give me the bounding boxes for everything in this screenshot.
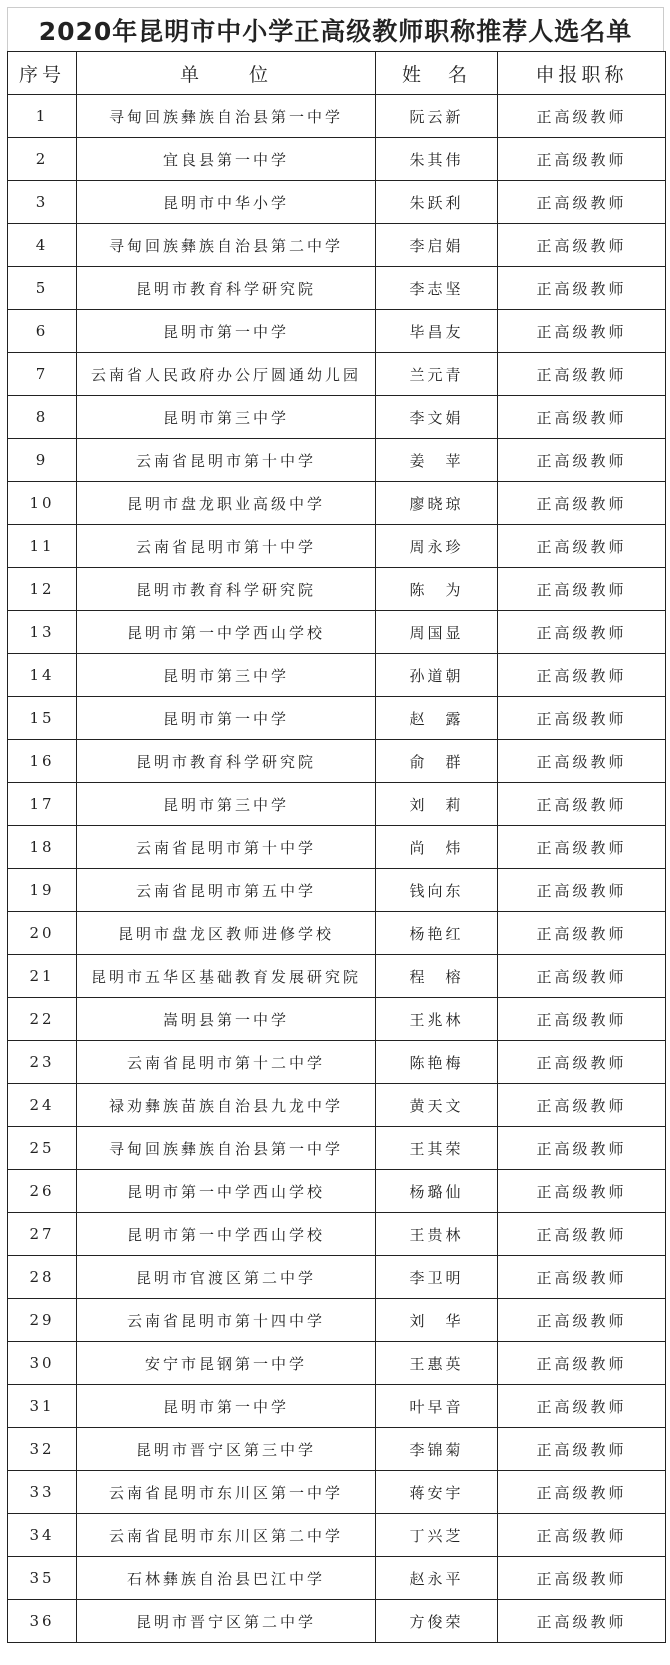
cell-unit: 昆明市晋宁区第三中学 — [77, 1428, 376, 1471]
cell-name: 阮云新 — [376, 95, 498, 138]
cell-title: 正高级教师 — [498, 224, 666, 267]
cell-unit: 云南省昆明市第十中学 — [77, 525, 376, 568]
cell-unit: 昆明市第一中学西山学校 — [77, 1170, 376, 1213]
cell-name: 周国显 — [376, 611, 498, 654]
cell-title: 正高级教师 — [498, 1299, 666, 1342]
cell-title: 正高级教师 — [498, 826, 666, 869]
cell-unit: 昆明市第三中学 — [77, 396, 376, 439]
cell-title: 正高级教师 — [498, 998, 666, 1041]
cell-name: 俞 群 — [376, 740, 498, 783]
cell-index: 28 — [8, 1256, 77, 1299]
cell-title: 正高级教师 — [498, 611, 666, 654]
cell-title: 正高级教师 — [498, 95, 666, 138]
cell-name: 李文娟 — [376, 396, 498, 439]
cell-name: 王惠英 — [376, 1342, 498, 1385]
cell-index: 17 — [8, 783, 77, 826]
cell-index: 33 — [8, 1471, 77, 1514]
table-row — [8, 310, 666, 353]
cell-unit: 昆明市第一中学西山学校 — [77, 1213, 376, 1256]
cell-name: 程 榕 — [376, 955, 498, 998]
header-title: 申报职称 — [498, 52, 666, 95]
cell-unit: 昆明市第一中学 — [77, 310, 376, 353]
header-index: 序号 — [8, 52, 77, 95]
table-row — [8, 1213, 666, 1256]
table-row — [8, 95, 666, 138]
cell-unit: 昆明市教育科学研究院 — [77, 740, 376, 783]
cell-title: 正高级教师 — [498, 1256, 666, 1299]
cell-title: 正高级教师 — [498, 439, 666, 482]
cell-unit: 昆明市盘龙职业高级中学 — [77, 482, 376, 525]
candidate-table — [7, 51, 666, 1643]
table-row — [8, 1428, 666, 1471]
cell-index: 6 — [8, 310, 77, 353]
table-row — [8, 1084, 666, 1127]
cell-title: 正高级教师 — [498, 783, 666, 826]
table-row — [8, 181, 666, 224]
cell-index: 23 — [8, 1041, 77, 1084]
cell-title: 正高级教师 — [498, 482, 666, 525]
table-row — [8, 267, 666, 310]
table-header-row — [8, 52, 666, 95]
cell-unit: 昆明市第一中学西山学校 — [77, 611, 376, 654]
cell-index: 21 — [8, 955, 77, 998]
table-row — [8, 1342, 666, 1385]
cell-name: 李锦菊 — [376, 1428, 498, 1471]
cell-title: 正高级教师 — [498, 1600, 666, 1643]
cell-title: 正高级教师 — [498, 1041, 666, 1084]
cell-title: 正高级教师 — [498, 740, 666, 783]
cell-title: 正高级教师 — [498, 525, 666, 568]
table-row — [8, 439, 666, 482]
cell-title: 正高级教师 — [498, 1514, 666, 1557]
cell-title: 正高级教师 — [498, 1342, 666, 1385]
cell-title: 正高级教师 — [498, 869, 666, 912]
cell-index: 12 — [8, 568, 77, 611]
cell-index: 7 — [8, 353, 77, 396]
cell-title: 正高级教师 — [498, 1084, 666, 1127]
cell-unit: 寻甸回族彝族自治县第一中学 — [77, 1127, 376, 1170]
cell-unit: 昆明市第三中学 — [77, 783, 376, 826]
table-row — [8, 826, 666, 869]
cell-name: 王其荣 — [376, 1127, 498, 1170]
cell-unit: 昆明市教育科学研究院 — [77, 568, 376, 611]
cell-unit: 云南省人民政府办公厅圆通幼儿园 — [77, 353, 376, 396]
cell-index: 25 — [8, 1127, 77, 1170]
cell-name: 兰元青 — [376, 353, 498, 396]
table-row — [8, 1471, 666, 1514]
cell-title: 正高级教师 — [498, 568, 666, 611]
cell-index: 30 — [8, 1342, 77, 1385]
cell-title: 正高级教师 — [498, 1385, 666, 1428]
cell-index: 29 — [8, 1299, 77, 1342]
cell-index: 3 — [8, 181, 77, 224]
cell-title: 正高级教师 — [498, 138, 666, 181]
cell-name: 蒋安宇 — [376, 1471, 498, 1514]
cell-index: 26 — [8, 1170, 77, 1213]
cell-index: 18 — [8, 826, 77, 869]
table-row — [8, 353, 666, 396]
table-row — [8, 1600, 666, 1643]
cell-title: 正高级教师 — [498, 1557, 666, 1600]
table-row — [8, 998, 666, 1041]
cell-title: 正高级教师 — [498, 912, 666, 955]
cell-unit: 嵩明县第一中学 — [77, 998, 376, 1041]
table-row — [8, 654, 666, 697]
cell-index: 4 — [8, 224, 77, 267]
cell-title: 正高级教师 — [498, 697, 666, 740]
cell-title: 正高级教师 — [498, 310, 666, 353]
cell-name: 杨艳红 — [376, 912, 498, 955]
cell-title: 正高级教师 — [498, 955, 666, 998]
cell-index: 36 — [8, 1600, 77, 1643]
cell-name: 刘 莉 — [376, 783, 498, 826]
table-row — [8, 1557, 666, 1600]
table-row — [8, 1514, 666, 1557]
header-name: 姓 名 — [376, 52, 498, 95]
cell-name: 赵 露 — [376, 697, 498, 740]
cell-title: 正高级教师 — [498, 1170, 666, 1213]
cell-index: 24 — [8, 1084, 77, 1127]
header-unit: 单 位 — [77, 52, 376, 95]
cell-unit: 安宁市昆钢第一中学 — [77, 1342, 376, 1385]
cell-index: 9 — [8, 439, 77, 482]
cell-name: 尚 炜 — [376, 826, 498, 869]
cell-unit: 寻甸回族彝族自治县第一中学 — [77, 95, 376, 138]
cell-name: 朱跃利 — [376, 181, 498, 224]
cell-index: 11 — [8, 525, 77, 568]
table-row — [8, 1385, 666, 1428]
cell-name: 杨璐仙 — [376, 1170, 498, 1213]
cell-title: 正高级教师 — [498, 1428, 666, 1471]
cell-unit: 宜良县第一中学 — [77, 138, 376, 181]
cell-name: 王贵林 — [376, 1213, 498, 1256]
table-row — [8, 611, 666, 654]
title-bar — [7, 7, 664, 51]
document-title: 2020年昆明市中小学正高级教师职称推荐人选名单 — [38, 16, 633, 46]
cell-title: 正高级教师 — [498, 396, 666, 439]
cell-name: 孙道朝 — [376, 654, 498, 697]
table-row — [8, 697, 666, 740]
cell-name: 叶早音 — [376, 1385, 498, 1428]
cell-title: 正高级教师 — [498, 267, 666, 310]
cell-title: 正高级教师 — [498, 1471, 666, 1514]
table-row — [8, 1256, 666, 1299]
cell-name: 周永珍 — [376, 525, 498, 568]
cell-name: 刘 华 — [376, 1299, 498, 1342]
cell-index: 14 — [8, 654, 77, 697]
cell-name: 王兆林 — [376, 998, 498, 1041]
cell-index: 10 — [8, 482, 77, 525]
cell-name: 赵永平 — [376, 1557, 498, 1600]
table-row — [8, 482, 666, 525]
table-row — [8, 224, 666, 267]
cell-name: 李卫明 — [376, 1256, 498, 1299]
cell-name: 丁兴芝 — [376, 1514, 498, 1557]
table-row — [8, 138, 666, 181]
cell-unit: 昆明市晋宁区第二中学 — [77, 1600, 376, 1643]
cell-name: 陈 为 — [376, 568, 498, 611]
cell-unit: 云南省昆明市第十四中学 — [77, 1299, 376, 1342]
table-row — [8, 869, 666, 912]
cell-index: 20 — [8, 912, 77, 955]
table-row — [8, 783, 666, 826]
cell-unit: 云南省昆明市东川区第二中学 — [77, 1514, 376, 1557]
table-row — [8, 1170, 666, 1213]
cell-index: 22 — [8, 998, 77, 1041]
table-row — [8, 912, 666, 955]
cell-name: 李志坚 — [376, 267, 498, 310]
table-row — [8, 568, 666, 611]
cell-index: 34 — [8, 1514, 77, 1557]
cell-index: 31 — [8, 1385, 77, 1428]
cell-index: 15 — [8, 697, 77, 740]
table-row — [8, 740, 666, 783]
cell-name: 李启娟 — [376, 224, 498, 267]
cell-index: 32 — [8, 1428, 77, 1471]
cell-index: 19 — [8, 869, 77, 912]
cell-unit: 昆明市教育科学研究院 — [77, 267, 376, 310]
cell-name: 钱向东 — [376, 869, 498, 912]
cell-index: 35 — [8, 1557, 77, 1600]
cell-index: 8 — [8, 396, 77, 439]
cell-unit: 昆明市第三中学 — [77, 654, 376, 697]
table-row — [8, 1041, 666, 1084]
cell-unit: 云南省昆明市第五中学 — [77, 869, 376, 912]
cell-unit: 昆明市官渡区第二中学 — [77, 1256, 376, 1299]
cell-unit: 昆明市第一中学 — [77, 1385, 376, 1428]
cell-title: 正高级教师 — [498, 353, 666, 396]
table-row — [8, 396, 666, 439]
cell-unit: 云南省昆明市第十二中学 — [77, 1041, 376, 1084]
cell-index: 5 — [8, 267, 77, 310]
cell-unit: 昆明市第一中学 — [77, 697, 376, 740]
cell-title: 正高级教师 — [498, 1127, 666, 1170]
cell-unit: 石林彝族自治县巴江中学 — [77, 1557, 376, 1600]
cell-name: 朱其伟 — [376, 138, 498, 181]
cell-name: 姜 苹 — [376, 439, 498, 482]
cell-title: 正高级教师 — [498, 654, 666, 697]
cell-unit: 云南省昆明市第十中学 — [77, 826, 376, 869]
cell-title: 正高级教师 — [498, 181, 666, 224]
cell-index: 27 — [8, 1213, 77, 1256]
cell-title: 正高级教师 — [498, 1213, 666, 1256]
cell-name: 黄天文 — [376, 1084, 498, 1127]
cell-index: 2 — [8, 138, 77, 181]
table-row — [8, 525, 666, 568]
cell-name: 毕昌友 — [376, 310, 498, 353]
cell-name: 廖晓琼 — [376, 482, 498, 525]
cell-index: 16 — [8, 740, 77, 783]
cell-name: 陈艳梅 — [376, 1041, 498, 1084]
cell-unit: 昆明市五华区基础教育发展研究院 — [77, 955, 376, 998]
cell-index: 1 — [8, 95, 77, 138]
cell-unit: 昆明市中华小学 — [77, 181, 376, 224]
cell-unit: 昆明市盘龙区教师进修学校 — [77, 912, 376, 955]
table-row — [8, 1127, 666, 1170]
cell-index: 13 — [8, 611, 77, 654]
table-row — [8, 955, 666, 998]
cell-unit: 寻甸回族彝族自治县第二中学 — [77, 224, 376, 267]
cell-unit: 禄劝彝族苗族自治县九龙中学 — [77, 1084, 376, 1127]
cell-unit: 云南省昆明市东川区第一中学 — [77, 1471, 376, 1514]
table-row — [8, 1299, 666, 1342]
cell-name: 方俊荣 — [376, 1600, 498, 1643]
cell-unit: 云南省昆明市第十中学 — [77, 439, 376, 482]
